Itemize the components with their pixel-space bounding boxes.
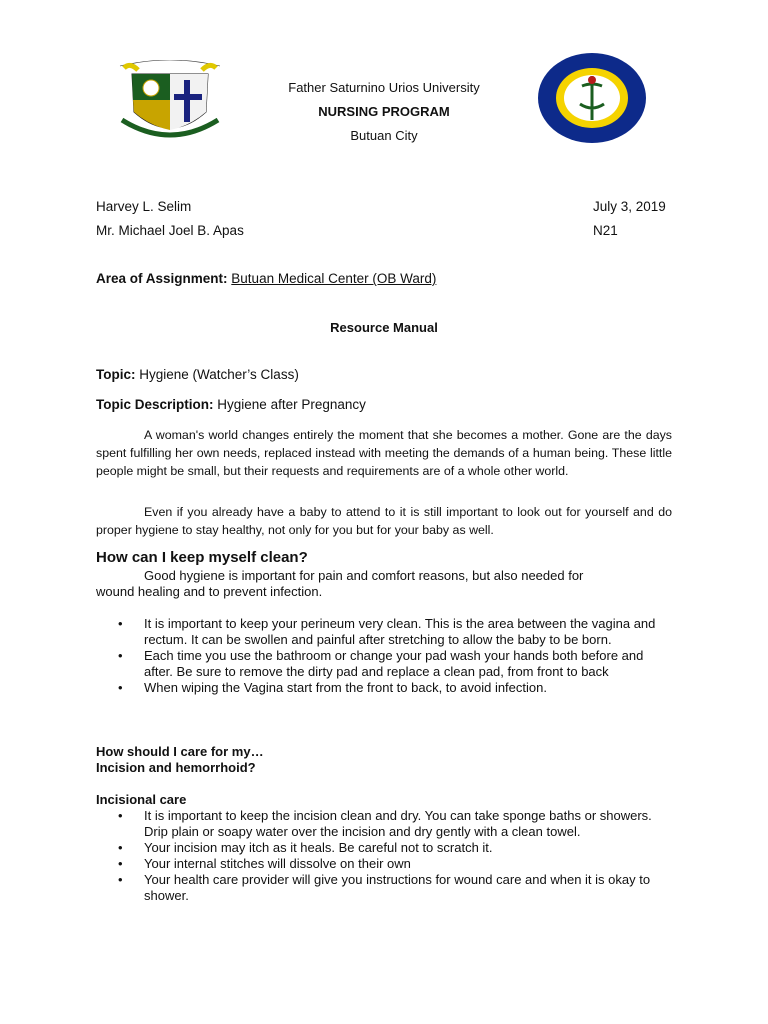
program-name: NURSING PROGRAM [318, 104, 450, 119]
student-name: Harvey L. Selim [96, 199, 192, 214]
document-title: Resource Manual [330, 320, 438, 335]
topic-description-label: Topic Description: [96, 397, 214, 412]
incisional-care-bullet-list [96, 808, 656, 904]
list-item: • When wiping the Vagina start from the front to back, to avoid infection. [96, 680, 656, 696]
topic-label: Topic: [96, 367, 136, 382]
intro-paragraph-2: Even if you already have a baby to attend to it is still important to look out for yourself and do proper hygiene to stay healthy, not only for you but for your baby as well. [96, 505, 672, 537]
university-name: Father Saturnino Urios University [288, 80, 480, 95]
assignment-label: Area of Assignment: [96, 271, 228, 286]
clean-section-intro-line-2: wound healing and to prevent infection. [96, 584, 323, 599]
care-heading-line-2: Incision and hemorrhoid? [96, 760, 256, 775]
topic-value: Hygiene (Watcher’s Class) [139, 367, 299, 382]
assignment-value: Butuan Medical Center (OB Ward) [231, 271, 437, 286]
clean-bullet-list [96, 616, 656, 696]
list-item: • Your internal stitches will dissolve on their own [96, 856, 656, 872]
list-item: • Your incision may itch as it heals. Be careful not to scratch it. [96, 840, 656, 856]
topic-line [96, 367, 299, 382]
assignment-line [96, 271, 436, 286]
university-seal-lettering [110, 60, 230, 145]
nursing-emblem-lettering [536, 52, 648, 144]
instructor-name: Mr. Michael Joel B. Apas [96, 223, 244, 238]
intro-paragraph-1: A woman's world changes entirely the moment that she becomes a mother. Gone are the days spent fulfilling her own needs, replaced instead with meeting the demands of a human being. These little people might be small, but their requests and requirements are of a whole other world. [96, 428, 672, 478]
section-code: N21 [593, 223, 618, 238]
topic-description-value: Hygiene after Pregnancy [217, 397, 366, 412]
care-heading-line-1: How should I care for my… [96, 744, 264, 759]
list-item: • Each time you use the bathroom or change your pad wash your hands both before and after. Be sure to remove the dirty pad and replace a clean pad, from front to back [96, 648, 656, 680]
list-item: • Your health care provider will give you instructions for wound care and when it is okay to shower. [96, 872, 656, 904]
incisional-care-heading: Incisional care [96, 792, 187, 807]
list-item: • It is important to keep your perineum very clean. This is the area between the vagina and rectum. It can be swollen and painful after stretching to allow the baby to be born. [96, 616, 656, 648]
city-name: Butuan City [350, 128, 418, 143]
list-item: • It is important to keep the incision clean and dry. You can take sponge baths or showers. Drip plain or soapy water over the incision and dry gently with a clean towel. [96, 808, 656, 840]
clean-section-intro-line-1: Good hygiene is important for pain and comfort reasons, but also needed for [144, 568, 584, 583]
topic-description-line [96, 397, 366, 412]
date: July 3, 2019 [593, 199, 666, 214]
clean-section-heading: How can I keep myself clean? [96, 549, 308, 566]
